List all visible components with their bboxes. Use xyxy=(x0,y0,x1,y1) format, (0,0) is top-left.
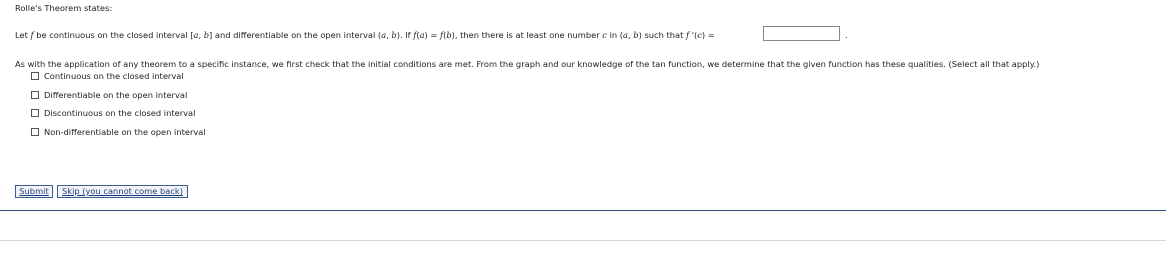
section-heading: Rolle's Theorem states: xyxy=(15,3,113,13)
checkbox[interactable] xyxy=(31,91,39,99)
var-b: b xyxy=(633,30,639,40)
var-f: f xyxy=(30,30,34,40)
var-a: a xyxy=(419,30,425,40)
statement-text: ] and differentiable on the open interval ( xyxy=(209,30,382,40)
statement-text: ) such that xyxy=(638,30,686,40)
checkbox[interactable] xyxy=(31,128,39,136)
option-label: Non-differentiable on the open interval xyxy=(44,127,206,137)
statement-text: ( xyxy=(443,30,447,40)
var-a: a xyxy=(193,30,199,40)
statement-text: in ( xyxy=(606,30,624,40)
submit-button[interactable]: Submit xyxy=(15,185,53,198)
var-f: f xyxy=(413,30,417,40)
statement-text: ). If xyxy=(396,30,414,40)
statement-text: , xyxy=(386,30,392,40)
option-label: Continuous on the closed interval xyxy=(44,71,184,81)
checkbox[interactable] xyxy=(31,109,39,117)
option-label: Differentiable on the open interval xyxy=(44,90,188,100)
checkbox[interactable] xyxy=(31,72,39,80)
instruction-text: As with the application of any theorem to a specific instance, we first check that the initial conditions are met. From the graph and our knowledge of the tan function, we determine that the given function has these qualities. (Select all that apply.) xyxy=(15,59,1040,69)
statement-text: Let xyxy=(15,30,31,40)
option-continuous-closed[interactable] xyxy=(31,70,184,82)
var-c: c xyxy=(697,30,702,40)
option-non-differentiable-open[interactable] xyxy=(31,126,206,138)
var-b: b xyxy=(391,30,397,40)
theorem-statement xyxy=(15,30,715,40)
statement-text: ( xyxy=(416,30,420,40)
option-label: Discontinuous on the closed interval xyxy=(44,108,196,118)
answer-input[interactable] xyxy=(763,26,840,41)
statement-text: be continuous on the closed interval [ xyxy=(33,30,194,40)
statement-text: ), then there is at least one number xyxy=(451,30,603,40)
var-b: b xyxy=(446,30,452,40)
var-f: f xyxy=(685,30,690,40)
section-divider xyxy=(0,210,1166,211)
statement-text: ) = xyxy=(424,30,440,40)
var-b: b xyxy=(203,30,210,40)
statement-text: , xyxy=(627,30,634,40)
statement-text: , xyxy=(198,30,204,40)
option-differentiable-open[interactable] xyxy=(31,89,187,101)
var-c: c xyxy=(602,30,607,40)
statement-text: ) = xyxy=(701,30,715,40)
statement-text: '( xyxy=(689,30,698,40)
var-a: a xyxy=(623,30,628,40)
trailing-period: . xyxy=(845,30,848,40)
var-f: f xyxy=(440,30,444,40)
skip-button[interactable]: Skip (you cannot come back) xyxy=(57,185,188,198)
option-discontinuous-closed[interactable] xyxy=(31,107,195,119)
footer-divider xyxy=(0,240,1166,241)
var-a: a xyxy=(381,30,387,40)
